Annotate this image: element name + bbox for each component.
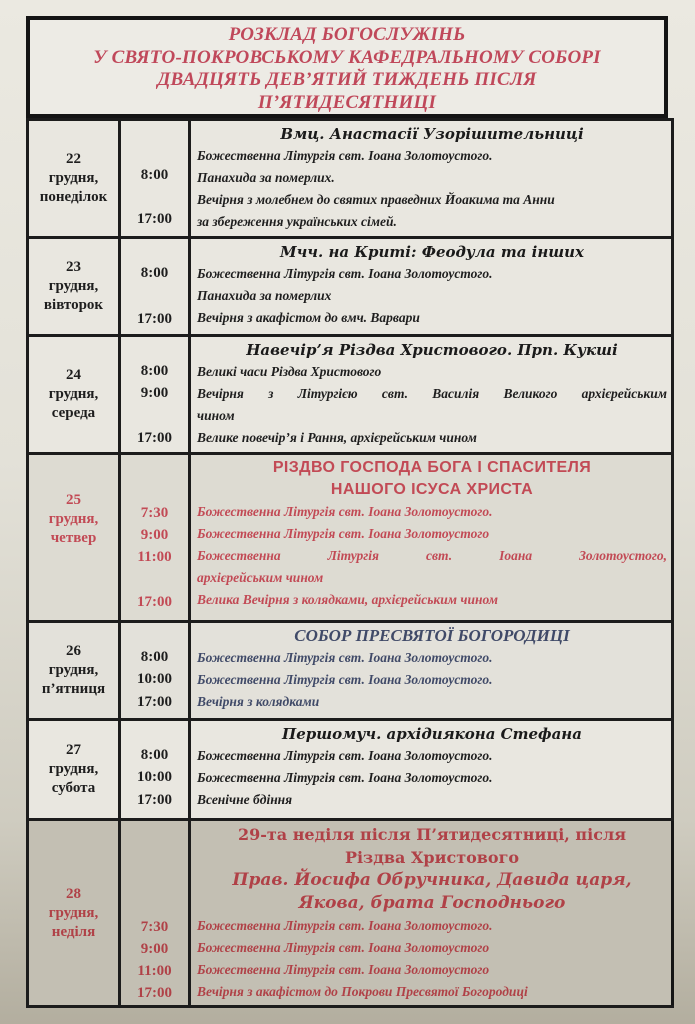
feast-title: Навечір’я Різдва Христового. Прп. Кукші [246,341,618,359]
service-time: 9:00 [140,527,169,543]
service-item: Вечірня з колядками [197,694,320,709]
service-item: Вечірня з акафістом до Покрови Пресвятої Богородиці [197,984,528,999]
events-cell [190,336,673,454]
date-cell [28,622,120,720]
service-time: 10:00 [137,769,172,785]
service-time: 9:00 [140,385,169,401]
day-number: 25 [66,492,81,508]
service-time: 8:00 [140,265,169,281]
title-line-1: РОЗКЛАД БОГОСЛУЖІНЬ [228,24,466,45]
service-item: Божественна Літургія свт. Іоана Золотоустого. [197,504,493,519]
day-number: 28 [66,885,81,902]
service-item: Велика Вечірня з колядками, архієрейським чином [197,592,498,607]
weekday-label: субота [51,780,96,796]
day-number: 27 [66,742,81,758]
service-time: 17:00 [137,792,172,808]
month-label: грудня, [48,662,99,678]
time-cell [120,238,190,336]
date-cell [28,238,120,336]
feast-title: НАШОГО ІСУСА ХРИСТА [330,481,534,498]
service-time: 8:00 [140,747,169,763]
service-item: Велике повечір’я і Рання, архієрейським чином [197,430,477,445]
service-item: Божественна Літургія свт. Іоана Золотоустого. [197,148,493,163]
events-cell [190,622,673,720]
day-row-25 [28,454,673,622]
service-item: Божественна Літургія свт. Іоана Золотоустого. [197,918,493,933]
service-time: 8:00 [140,649,169,665]
service-item: чином [197,408,235,423]
time-cell [120,120,190,238]
service-item: Божественна Літургія свт. Іоана Золотоустого. [197,672,493,687]
day-row-23 [28,238,673,336]
service-item: Божественна Літургія свт. Іоана Золотоустого. [197,748,493,763]
feast-title: Різдва Христового [344,848,520,867]
date-cell [28,720,120,820]
month-label: грудня, [48,386,99,402]
title-line-4: П’ЯТИДЕСЯТНИЦІ [257,91,437,113]
date-cell [28,120,120,238]
service-item: Божественна Літургія свт. Іоана Золотоустого, [197,548,667,563]
service-item: Божественна Літургія свт. Іоана Золотоустого. [197,650,493,665]
service-item: Божественна Літургія свт. Іоана Золотоустого. [197,266,493,281]
service-time: 8:00 [140,167,169,183]
service-time: 17:00 [137,594,172,610]
day-row-28 [28,820,673,1007]
time-cell [120,336,190,454]
weekday-label: четвер [50,530,97,546]
time-cell [120,720,190,820]
day-number: 26 [66,643,81,659]
events-cell [190,238,673,336]
time-cell [120,622,190,720]
feast-title: Мчч. на Криті: Феодула та інших [279,243,584,261]
service-item: архієрейським чином [197,570,324,585]
day-number: 24 [66,367,81,383]
service-time: 17:00 [137,311,172,327]
title-line-3: ДВАДЦЯТЬ ДЕВ’ЯТИЙ ТИЖДЕНЬ ПІСЛЯ [157,69,537,90]
time-cell [120,820,190,1007]
weekday-label: вівторок [43,297,104,313]
month-label: грудня, [48,761,99,777]
day-row-24 [28,336,673,454]
service-item: Божественна Літургія свт. Іоана Золотоустого. [197,770,493,785]
service-time: 9:00 [140,941,169,957]
service-time: 7:30 [140,919,169,935]
feast-title: СОБОР ПРЕСВЯТОЇ БОГОРОДИЦІ [294,626,570,645]
service-item: Вечірня з молебнем до святих праведних Йоакима та Анни [197,192,555,207]
feast-title: Першомуч. архідиякона Стефана [282,725,582,743]
month-label: грудня, [48,278,99,294]
service-item: Вечірня з акафістом до вмч. Варвари [197,310,420,325]
date-cell [28,336,120,454]
title-line-2: У СВЯТО-ПОКРОВСЬКОМУ КАФЕДРАЛЬНОМУ СОБОРІ [93,46,601,68]
service-time: 7:30 [140,505,169,521]
day-row-22 [28,120,673,238]
date-cell [28,454,120,622]
schedule-sheet [26,16,668,1008]
feast-saints: Якова, брата Господнього [298,893,566,913]
events-cell [190,820,673,1007]
service-item: Божественна Літургія свт. Іоана Золотоустого [197,526,490,541]
service-time: 17:00 [137,430,172,446]
feast-title: 29-та неділя після П’ятидесятниці, після [237,825,627,844]
month-label: грудня, [48,904,99,921]
service-item: Вечірня з Літургією свт. Василія Великого архієрейським [197,386,667,401]
service-item: за збереження українських сімей. [197,214,397,229]
service-time: 17:00 [137,211,172,227]
service-item: Всенічне бдіння [197,792,293,807]
service-time: 8:00 [140,363,169,379]
service-time: 17:00 [137,985,172,1001]
service-item: Панахида за померлих [197,288,332,303]
feast-title: РІЗДВО ГОСПОДА БОГА І СПАСИТЕЛЯ [272,459,592,476]
service-time: 11:00 [137,963,172,979]
events-cell [190,454,673,622]
service-time: 17:00 [137,694,172,710]
service-time: 10:00 [137,671,172,687]
date-cell [28,820,120,1007]
service-time: 11:00 [137,549,172,565]
day-number: 22 [66,151,81,167]
weekday-label: понеділок [39,189,108,205]
events-cell [190,120,673,238]
month-label: грудня, [48,170,99,186]
day-row-26 [28,622,673,720]
month-label: грудня, [48,511,99,527]
feast-saints: Прав. Йосифа Обручника, Давида царя, [232,870,632,890]
feast-title: Вмц. Анастасії Узорішительниці [280,125,584,143]
service-item: Панахида за померлих. [197,170,335,185]
service-item: Великі часи Різдва Христового [197,364,382,379]
day-number: 23 [66,259,81,275]
time-cell [120,454,190,622]
schedule-title-box [26,16,668,118]
weekday-label: п’ятниця [41,681,106,697]
events-cell [190,720,673,820]
schedule-table [26,118,674,1008]
day-row-27 [28,720,673,820]
weekday-label: неділя [51,923,96,940]
weekday-label: середа [51,405,96,421]
service-item: Божественна Літургія свт. Іоана Золотоустого [197,940,490,955]
service-item: Божественна Літургія свт. Іоана Золотоустого [197,962,490,977]
